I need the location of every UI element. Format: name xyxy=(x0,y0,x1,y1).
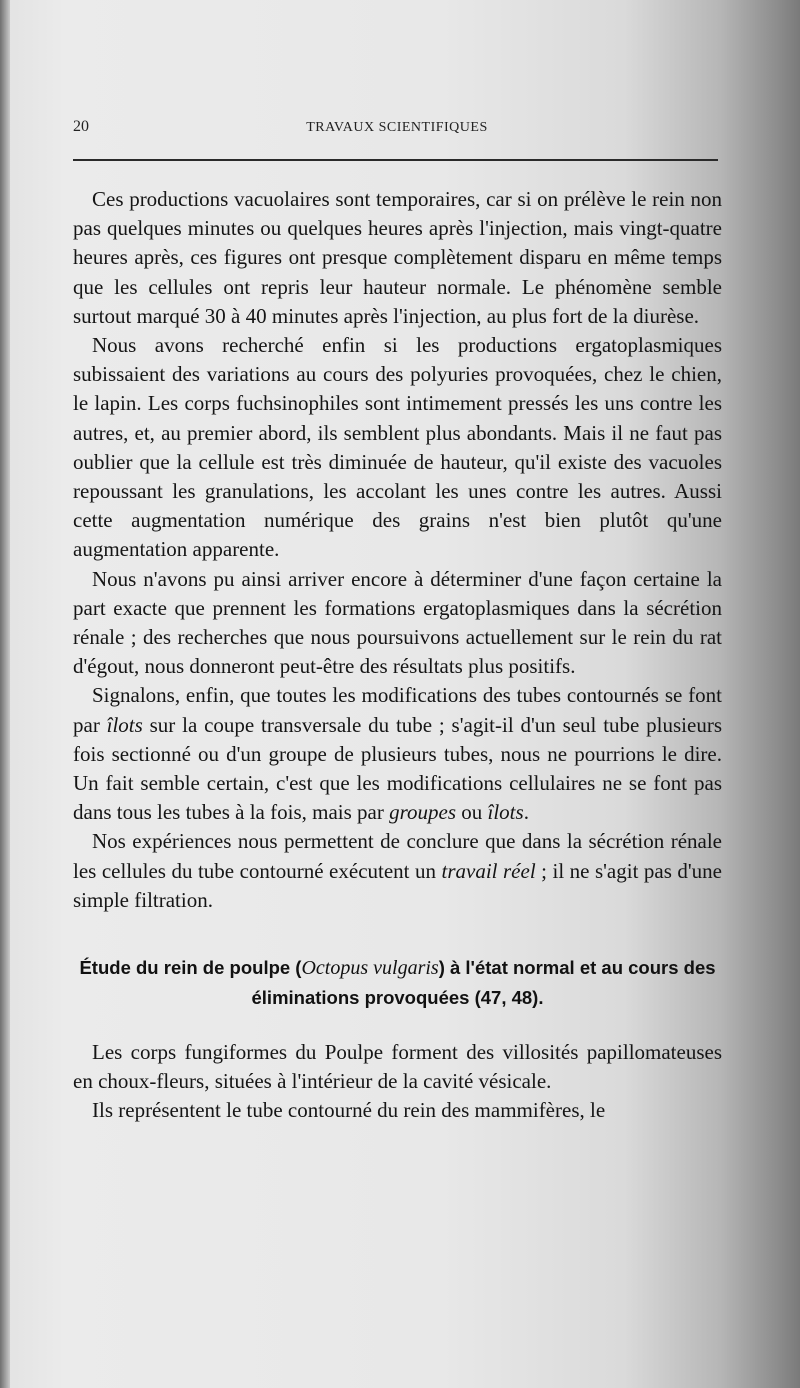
italic-text: îlots xyxy=(106,712,143,737)
text-run: sur la coupe transversale du tube ; s'agit-il d'un seul tube plusieurs fois sectionné ou d'un groupe de plusieurs tubes, nous ne pourrions le dire. Un fait semble certain, c'est que les modifications cellulaires ne se font pas dans tous les tubes à la fois, mais par xyxy=(73,712,723,825)
paragraph: Les corps fungiformes du Poulpe forment des villosités papillomateuses en choux-fleurs, situées à l'intérieur de la cavité vésicale. xyxy=(73,1040,722,1094)
page-number: 20 xyxy=(73,118,89,135)
italic-text: groupes xyxy=(389,800,456,825)
text-run: Nos expériences nous permettent de conclure que dans la sécrétion rénale les cellules du tube contourné exécutent un xyxy=(73,829,722,883)
text-run: Signalons, enfin, que toutes les modifications des tubes contournés se font par xyxy=(73,683,722,737)
text-run: . xyxy=(523,800,529,825)
paragraph xyxy=(73,827,722,915)
page-header xyxy=(73,118,721,138)
heading-run: Étude du rein de poulpe ( xyxy=(79,957,302,979)
running-title: TRAVAUX SCIENTIFIQUES xyxy=(306,120,488,135)
paragraph: Nous n'avons pu ainsi arriver encore à déterminer d'une façon certaine la part exacte que prennent les formations ergatoplasmiques dans la sécrétion rénale ; des recherches que nous poursuivons actuellement sur le rein du rat d'égout, nous donneront peut-être des résultats plus positifs. xyxy=(73,566,722,679)
header-rule xyxy=(73,159,718,161)
italic-text: travail réel xyxy=(441,858,536,883)
heading-run: ) à l'état normal et au cours des éliminations provoquées (47, 48). xyxy=(251,957,716,1009)
paragraph: Ils représentent le tube contourné du rein des mammifères, le xyxy=(92,1098,606,1123)
body-text xyxy=(73,185,722,1126)
section-heading xyxy=(73,953,722,1012)
species-name: Octopus vulgaris xyxy=(301,957,439,980)
text-run: ; il ne s'agit pas d'une simple filtration. xyxy=(73,858,722,912)
paragraph xyxy=(73,681,722,827)
text-run: ou xyxy=(456,800,488,825)
paragraph: Nous avons recherché enfin si les productions ergatoplasmiques subissaient des variations au cours des polyuries provoquées, chez le chien, le lapin. Les corps fuchsinophiles sont intimement pressés les uns contre les autres, et, au premier abord, ils semblent plus abondants. Mais il ne faut pas oublier que la cellule est très diminuée de hauteur, qu'il existe des vacuoles repoussant les granulations, les accolant les unes contre les autres. Aussi cette augmentation numérique des grains n'est bien plutôt qu'une augmentation apparente. xyxy=(73,333,722,562)
paragraph: Ces productions vacuolaires sont temporaires, car si on prélève le rein non pas quelques minutes ou quelques heures après l'injection, mais vingt-quatre heures après, ces figures ont presque complètement disparu en même temps que les cellules ont repris leur hauteur normale. Le phénomène semble surtout marqué 30 à 40 minutes après l'injection, au plus fort de la diurèse. xyxy=(73,187,722,328)
italic-text: îlots xyxy=(487,800,524,825)
